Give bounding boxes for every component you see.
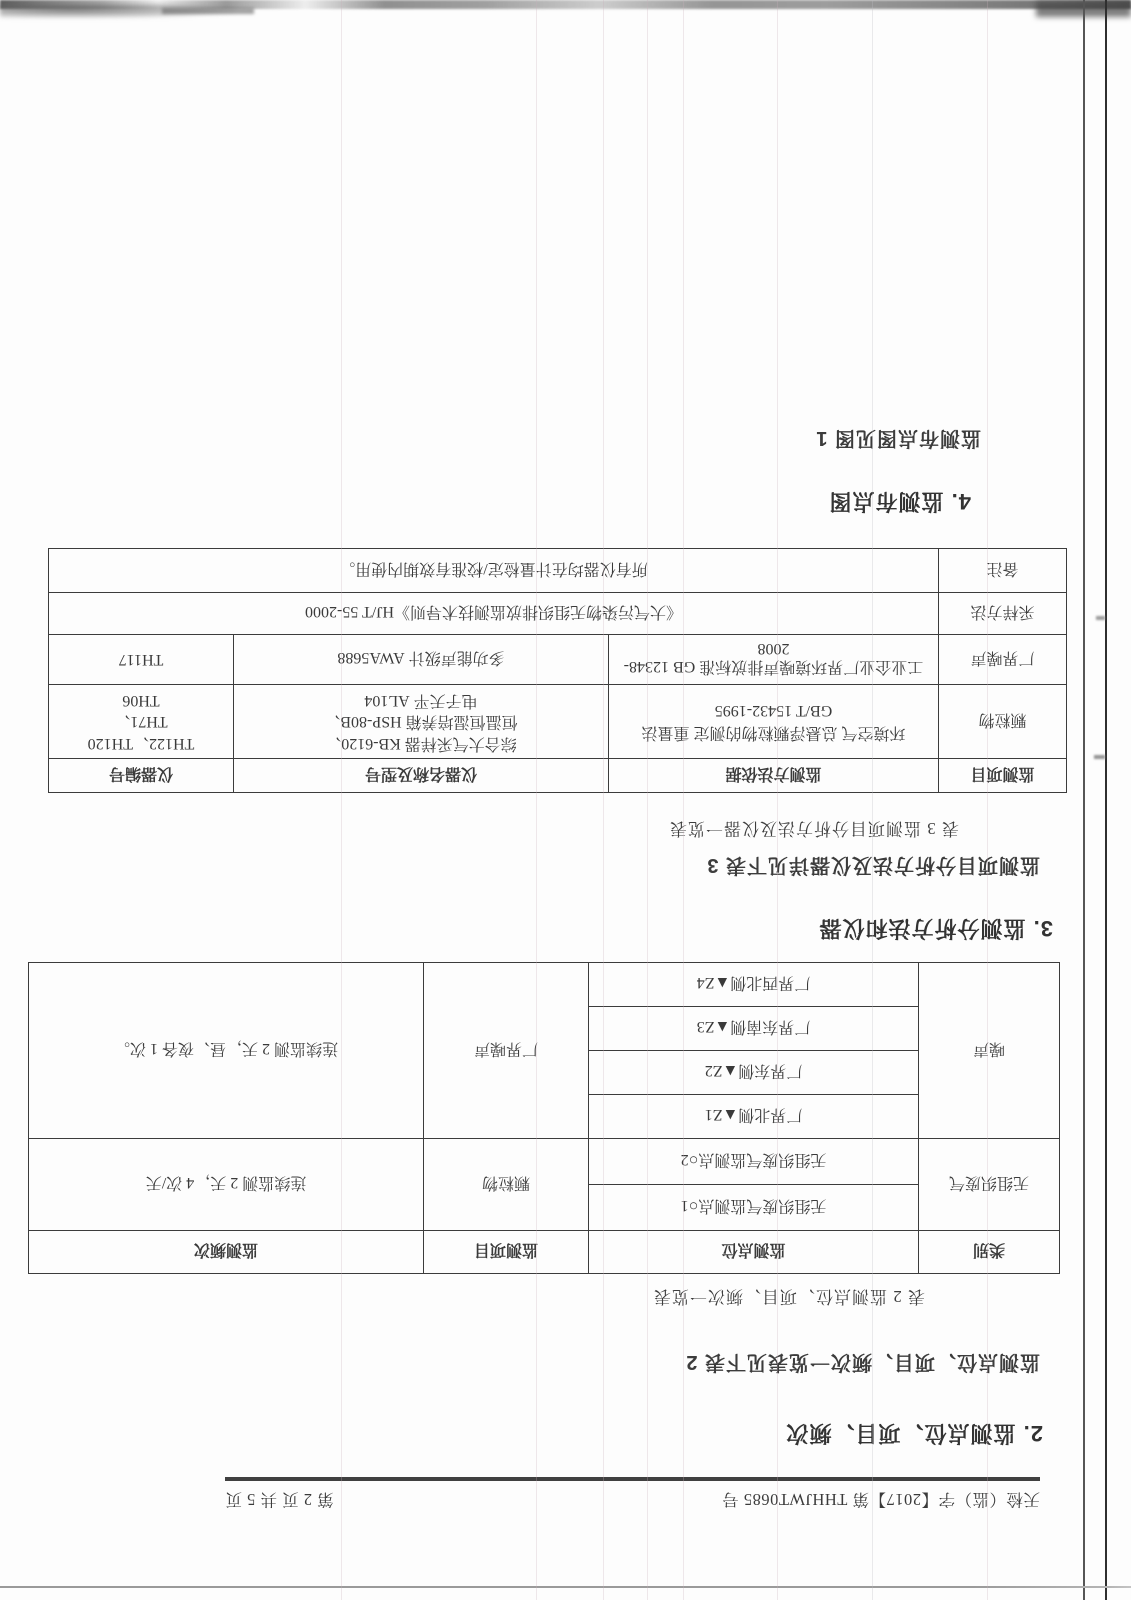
cell-item: 颗粒物 [424, 1139, 589, 1231]
cell-point: 无组织废气监测点○1 [589, 1185, 919, 1231]
doc-number: 天检（监）字【2017】第 THHJWT0685 号 [721, 1490, 1040, 1509]
table-row [49, 593, 1067, 635]
method-line: GB/T 15432-1995 [714, 702, 833, 720]
cell-note-value: 所有仪器均在计量检定/校准有效期内使用。 [49, 549, 939, 593]
cell-instrument: 多功能声级计 AWA5688 [234, 635, 609, 685]
col-header-point: 监测点位 [589, 1231, 919, 1274]
table-2-caption: 表 2 监测点位、项目、频次一览表 [653, 1287, 925, 1306]
cell-point: 无组织废气监测点○2 [589, 1139, 919, 1185]
section-2-heading: 2. 监测点位、项目、频次 [785, 1421, 1043, 1446]
col-header-frequency: 监测频次 [29, 1231, 424, 1274]
instrument-id-line: TH122、TH120 [87, 734, 195, 752]
table-row [49, 635, 1067, 685]
instrument-line: 综合大气采样器 KB-6120、 [325, 734, 517, 752]
cell-item: 厂界噪声 [939, 635, 1067, 685]
table-row [49, 685, 1067, 759]
header-rule [225, 1478, 1040, 1482]
table-row [49, 549, 1067, 593]
table-row [29, 1185, 1060, 1231]
col-header-instrument-id: 仪器编号 [49, 759, 234, 793]
cell-note-label: 备注 [939, 549, 1067, 593]
col-header-item: 监测项目 [424, 1231, 589, 1274]
cell-item: 颗粒物 [939, 685, 1067, 759]
cell-instrument [234, 685, 609, 759]
cell-method [609, 685, 939, 759]
table-row [49, 759, 1067, 793]
col-header-item: 监测项目 [939, 759, 1067, 793]
page-indicator: 第 2 页 共 5 页 [225, 1490, 334, 1509]
section-2-intro: 监测点位、项目、频次一览表见下表 2 [685, 1351, 1040, 1373]
cell-frequency: 连续监测 2 天，昼、夜各 1 次。 [29, 963, 424, 1139]
cell-category-noise: 噪声 [919, 963, 1060, 1139]
cell-instrument-id [49, 685, 234, 759]
table-row [29, 1095, 1060, 1139]
cell-point: 厂界东侧▲Z2 [589, 1051, 919, 1095]
col-header-category: 类别 [919, 1231, 1060, 1274]
method-line: 环境空气 总悬浮颗粒物的测定 重量法 [641, 724, 906, 742]
cell-sampling-label: 采样方法 [939, 593, 1067, 635]
table-row [29, 1231, 1060, 1274]
section-3-heading: 3. 监测分析方法和仪器 [818, 916, 1053, 941]
instrument-id-line: TH71、 [114, 713, 168, 731]
table-3-caption: 表 3 监测项目分析方法及仪器一览表 [669, 819, 959, 838]
cell-point: 厂界北侧▲Z1 [589, 1095, 919, 1139]
cell-category-fugitive-gas: 无组织废气 [919, 1139, 1060, 1231]
col-header-instrument: 仪器名称及型号 [234, 759, 609, 793]
cell-point: 厂界西北侧▲Z4 [589, 963, 919, 1007]
cell-point: 厂界东南侧▲Z3 [589, 1007, 919, 1051]
table-methods-instruments [48, 548, 1067, 793]
section-4-heading: 4. 监测布点图 [828, 489, 971, 514]
col-header-method: 监测方法依据 [609, 759, 939, 793]
cell-item: 厂界噪声 [424, 963, 589, 1139]
table-monitoring-points [28, 962, 1060, 1274]
instrument-line: 恒温恒湿培养箱 HSP-80B、 [324, 713, 518, 731]
instrument-line: 电子天平 AL104 [364, 691, 478, 709]
instrument-id-line: TH06 [122, 691, 160, 709]
section-4-intro: 监测布点图见图 1 [815, 427, 981, 449]
section-3-intro: 监测项目分析方法及仪器详见下表 3 [706, 854, 1040, 876]
cell-instrument-id: TH117 [49, 635, 234, 685]
doc-header [225, 1489, 1040, 1513]
cell-frequency: 连续监测 2 天，4 次/天 [29, 1139, 424, 1231]
cell-method: 工业企业厂界环境噪声排放标准 GB 12348-2008 [609, 635, 939, 685]
cell-sampling-value: 《大气污染物无组织排放监测技术导则》HJ/T 55-2000 [49, 593, 939, 635]
